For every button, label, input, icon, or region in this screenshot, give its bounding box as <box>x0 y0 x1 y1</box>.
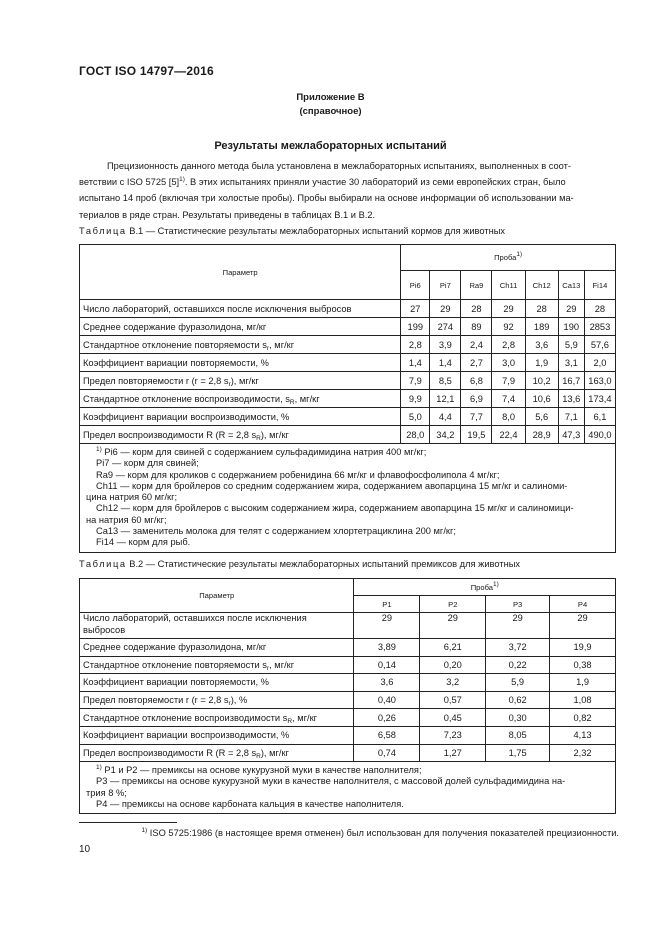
table2-probe-header: Проба$^{1)}$ <box>354 579 616 596</box>
cell-value: 3,6 <box>354 674 420 692</box>
cell-value: 0,38 <box>550 656 616 674</box>
cell-value: 3,0 <box>492 354 525 372</box>
cell-value: 0,57 <box>420 691 486 709</box>
cell-value: 1,4 <box>430 354 461 372</box>
cell-value: 0,14 <box>354 656 420 674</box>
table1-param-header: Параметр <box>80 245 401 300</box>
table1-column-header: Ca13 <box>558 271 584 300</box>
cell-value: 3,89 <box>354 639 420 657</box>
row-label: Предел воспроизводимости R (R = 2,8 $s_R$), мг/кг <box>80 426 401 444</box>
row-label: Стандартное отклонение воспроизводимости, $s_R$, мг/кг <box>80 390 401 408</box>
cell-value: 9,9 <box>401 390 430 408</box>
table2-note: P4 — премиксы на основе карбоната кальция в качестве наполнителя. <box>96 799 404 810</box>
appendix-subtitle: (справочное) <box>299 106 362 117</box>
table1-note: Ra9 — корм для кроликов с содержанием робенидина 66 мг/кг и флавофосфолипола 4 мг/кг; <box>96 469 500 480</box>
cell-value: 13,6 <box>558 390 584 408</box>
row-label: Среднее содержание фуразолидона, мг/кг <box>80 318 401 336</box>
row-label: Предел повторяемости r (r = 2,8 $s_r$), % <box>80 691 354 709</box>
cell-value: 8,5 <box>430 372 461 390</box>
cell-value: 0,74 <box>354 744 420 762</box>
row-label: Коэффициент вариации повторяемости, % <box>80 674 354 692</box>
intro-line-2: ветствии с ISO 5725 $[5]^{1)}$. В этих испытаниях приняли участие 30 лабораторий из семи европейских стран, было <box>79 176 566 188</box>
table2-column-header: P2 <box>420 596 486 613</box>
cell-value: 28 <box>525 300 558 318</box>
table1-column-header: Ch12 <box>525 271 558 300</box>
cell-value: 1,27 <box>420 744 486 762</box>
cell-value: 0,82 <box>550 709 616 727</box>
cell-value: 163,0 <box>584 372 615 390</box>
table1-column-header: Ra9 <box>461 271 492 300</box>
cell-value: 7,23 <box>420 726 486 744</box>
row-label: Стандартное отклонение повторяемости $s_r$, мг/кг <box>80 656 354 674</box>
row-label: Стандартное отклонение воспроизводимости $s_R$, мг/кг <box>80 709 354 727</box>
cell-value: 19,9 <box>550 639 616 657</box>
cell-value: 274 <box>430 318 461 336</box>
cell-value: 29 <box>558 300 584 318</box>
cell-value: 0,45 <box>420 709 486 727</box>
table1-note: $^{1)}$ Pi6 — корм для свиней с содержанием сульфадимидина натрия 400 мг/кг; <box>96 446 427 457</box>
table-row <box>80 426 616 444</box>
table-row <box>80 354 616 372</box>
cell-value: 1,9 <box>525 354 558 372</box>
table2-caption: Таблица В.2 — Статистические результаты межлабораторных испытаний премиксов для животных <box>79 559 521 569</box>
table-row <box>80 744 616 762</box>
cell-value: 12,1 <box>430 390 461 408</box>
row-label: Предел воспроизводимости R (R = 2,8 $s_R$), мг/кг <box>80 744 354 762</box>
cell-value: 2,4 <box>461 336 492 354</box>
cell-value: 2,7 <box>461 354 492 372</box>
cell-value: 2,32 <box>550 744 616 762</box>
cell-value: 0,40 <box>354 691 420 709</box>
cell-value: 4,4 <box>430 408 461 426</box>
cell-value: 1,75 <box>486 744 550 762</box>
appendix-title: Приложение В <box>296 92 365 103</box>
footnote-divider <box>79 822 177 823</box>
cell-value: 29 <box>492 300 525 318</box>
cell-value: 5,0 <box>401 408 430 426</box>
cell-value: 199 <box>401 318 430 336</box>
cell-value: 6,58 <box>354 726 420 744</box>
section-title: Результаты межлабораторных испытаний <box>214 140 447 152</box>
row-label: Число лабораторий, оставшихся после исключения выбросов <box>80 300 401 318</box>
table1-note: Ca13 — заменитель молока для телят с содержанием хлортетрациклина 200 мг/кг; <box>96 526 456 537</box>
footnote: $^{1)}$ ISO 5725:1986 (в настоящее время отменен) был использован для получения показателей прецизионности. <box>141 827 619 838</box>
cell-value: 2,8 <box>492 336 525 354</box>
table2 <box>79 578 616 814</box>
table2-column-header: P4 <box>550 596 616 613</box>
cell-value: 8,0 <box>492 408 525 426</box>
cell-value: 27 <box>401 300 430 318</box>
cell-value: 6,21 <box>420 639 486 657</box>
table-row <box>80 408 616 426</box>
cell-value: 10,2 <box>525 372 558 390</box>
cell-value: 2853 <box>584 318 615 336</box>
table1 <box>79 244 616 553</box>
cell-value: 5,9 <box>558 336 584 354</box>
cell-value: 190 <box>558 318 584 336</box>
cell-value: 5,9 <box>486 674 550 692</box>
cell-value: 0,30 <box>486 709 550 727</box>
table2-column-header: P1 <box>354 596 420 613</box>
table1-note: Pi7 — корм для свиней; <box>96 458 199 469</box>
cell-value: 47,3 <box>558 426 584 444</box>
intro-line-1: Прецизионность данного метода была установлена в межлабораторных испытаниях, выполненных в соот- <box>107 161 572 171</box>
table2-note: трия 8 %; <box>86 787 127 798</box>
table1-note: цина натрия 60 мг/кг; <box>86 492 178 503</box>
cell-value: 6,9 <box>461 390 492 408</box>
cell-value: 89 <box>461 318 492 336</box>
table-row <box>80 318 616 336</box>
cell-value: 29 <box>420 613 486 639</box>
cell-value: 0,20 <box>420 656 486 674</box>
table-row <box>80 726 616 744</box>
cell-value: 16,7 <box>558 372 584 390</box>
table1-note: Fi14 — корм для рыб. <box>96 537 191 548</box>
cell-value: 29 <box>354 613 420 639</box>
row-label: Коэффициент вариации повторяемости, % <box>80 354 401 372</box>
cell-value: 1,9 <box>550 674 616 692</box>
cell-value: 7,9 <box>492 372 525 390</box>
table-row <box>80 390 616 408</box>
table1-notes <box>80 444 616 553</box>
cell-value: 10,6 <box>525 390 558 408</box>
row-label: Предел повторяемости r (r = 2,8 $s_r$), мг/кг <box>80 372 401 390</box>
cell-value: 28 <box>584 300 615 318</box>
table-row <box>80 674 616 692</box>
cell-value: 189 <box>525 318 558 336</box>
table2-note: P3 — премиксы на основе кукурузной муки в качестве наполнителя, с массовой долей сульфадимидина на- <box>96 776 566 787</box>
cell-value: 4,13 <box>550 726 616 744</box>
table-row <box>80 300 616 318</box>
cell-value: 29 <box>486 613 550 639</box>
cell-value: 7,9 <box>401 372 430 390</box>
cell-value: 28,9 <box>525 426 558 444</box>
cell-value: 28,0 <box>401 426 430 444</box>
intro-line-4: териалов в ряде стран. Результаты приведены в таблицах В.1 и В.2. <box>79 209 376 220</box>
table1-column-header: Pi6 <box>401 271 430 300</box>
table2-notes <box>80 762 616 814</box>
intro-line-3: испытано 14 проб (включая три холостые пробы). Пробы выбирали на основе информации об использовании ма- <box>79 193 574 204</box>
table-row <box>80 639 616 657</box>
table1-column-header: Pi7 <box>430 271 461 300</box>
table-row <box>80 613 616 639</box>
cell-value: 29 <box>550 613 616 639</box>
table2-param-header: Параметр <box>80 579 354 613</box>
cell-value: 92 <box>492 318 525 336</box>
cell-value: 0,22 <box>486 656 550 674</box>
cell-value: 22,4 <box>492 426 525 444</box>
cell-value: 1,4 <box>401 354 430 372</box>
table2-column-header: P3 <box>486 596 550 613</box>
cell-value: 0,26 <box>354 709 420 727</box>
table-row <box>80 372 616 390</box>
table-row <box>80 709 616 727</box>
cell-value: 7,1 <box>558 408 584 426</box>
intro-paragraph <box>79 158 617 223</box>
row-label: Среднее содержание фуразолидона, мг/кг <box>80 639 354 657</box>
table-row <box>80 691 616 709</box>
cell-value: 3,9 <box>430 336 461 354</box>
cell-value: 6,8 <box>461 372 492 390</box>
row-label: Коэффициент вариации воспроизводимости, % <box>80 408 401 426</box>
cell-value: 2,8 <box>401 336 430 354</box>
row-label: Стандартное отклонение повторяемости $s_r$, мг/кг <box>80 336 401 354</box>
cell-value: 3,1 <box>558 354 584 372</box>
cell-value: 3,72 <box>486 639 550 657</box>
cell-value: 3,2 <box>420 674 486 692</box>
cell-value: 7,4 <box>492 390 525 408</box>
table1-note: Ch12 — корм для бройлеров с высоким содержанием жира, содержанием авопарцина 15 мг/кг и салиномици- <box>96 503 574 514</box>
cell-value: 7,7 <box>461 408 492 426</box>
cell-value: 29 <box>430 300 461 318</box>
table-row <box>80 656 616 674</box>
row-label: Коэффициент вариации воспроизводимости, % <box>80 726 354 744</box>
table-row <box>80 336 616 354</box>
cell-value: 490,0 <box>584 426 615 444</box>
cell-value: 1,08 <box>550 691 616 709</box>
cell-value: 6,1 <box>584 408 615 426</box>
table1-note: Ch11 — корм для бройлеров со средним содержанием жира, содержанием авопарцина 15 мг/кг и салиноми- <box>96 480 568 491</box>
cell-value: 28 <box>461 300 492 318</box>
row-label: Число лабораторий, оставшихся после исключения выбросов <box>80 613 354 639</box>
cell-value: 0,62 <box>486 691 550 709</box>
document-header: ГОСТ ISO 14797—2016 <box>79 64 214 78</box>
table1-caption: Таблица В.1 — Статистические результаты межлабораторных испытаний кормов для животных <box>79 226 506 236</box>
cell-value: 34,2 <box>430 426 461 444</box>
table2-note: $^{1)}$ P1 и P2 — премиксы на основе кукурузной муки в качестве наполнителя; <box>96 764 422 776</box>
table1-column-header: Fi14 <box>584 271 615 300</box>
cell-value: 2,0 <box>584 354 615 372</box>
table1-note: на натрия 60 мг/кг; <box>86 514 167 525</box>
cell-value: 3,6 <box>525 336 558 354</box>
cell-value: 8,05 <box>486 726 550 744</box>
cell-value: 173,4 <box>584 390 615 408</box>
cell-value: 57,6 <box>584 336 615 354</box>
cell-value: 5,6 <box>525 408 558 426</box>
page-number: 10 <box>79 844 91 855</box>
table1-probe-header: Проба$^{1)}$ <box>401 245 616 271</box>
table1-column-header: Ch11 <box>492 271 525 300</box>
cell-value: 19,5 <box>461 426 492 444</box>
